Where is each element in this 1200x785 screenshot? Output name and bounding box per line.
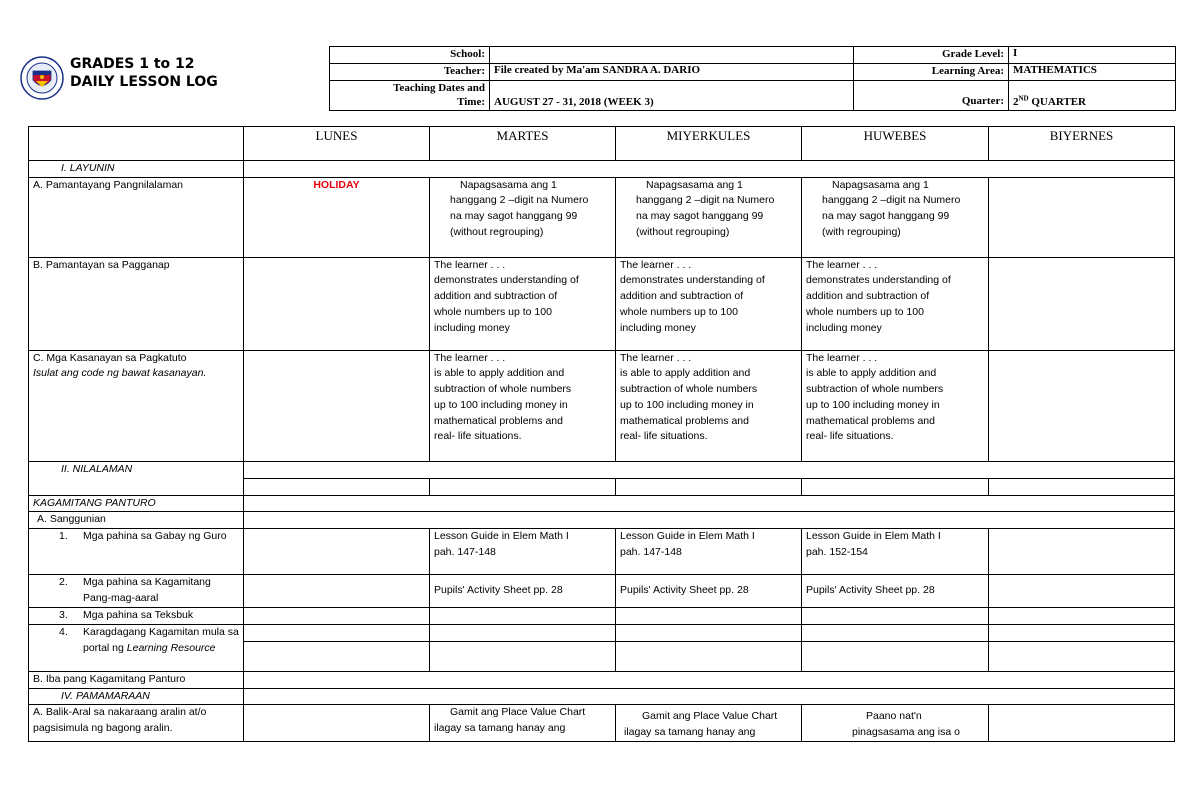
text-line: The learner . . . (434, 258, 506, 271)
row-balik-aral (29, 705, 1175, 741)
label-pamantayang-pangnilalaman: A. Pamantayang Pangnilalaman (29, 177, 244, 257)
cell-teks-lunes (244, 608, 430, 625)
text-line: Gamit ang Place Value Chart (450, 706, 586, 719)
quarter-suffix: ND (1018, 94, 1029, 103)
nilalaman-heading: II. NILALAMAN (29, 461, 244, 495)
deped-seal-logo (20, 47, 64, 109)
text-line: na may sagot hanggang 99 (822, 210, 950, 223)
text-line: addition and subtraction of (806, 290, 930, 303)
text-line: demonstrates understanding of (806, 274, 951, 287)
cell-kag-huwebes: Pupils' Activity Sheet pp. 28 (802, 575, 989, 608)
cell-teks-miyerkules (616, 608, 802, 625)
layunin-heading: I. LAYUNIN (29, 161, 244, 178)
label-iba-pang-kagamitan: B. Iba pang Kagamitang Panturo (29, 671, 244, 688)
cell-c-huwebes (802, 350, 989, 461)
label-gabay-guro (29, 529, 244, 575)
text-line: The learner . . . (434, 351, 506, 364)
learning-area-label: Learning Area: (854, 64, 1009, 81)
text-line: (with regrouping) (822, 225, 901, 238)
text-line: pah. 147-148 (434, 545, 496, 558)
teacher-value: File created by Ma'am SANDRA A. DARIO (490, 64, 854, 81)
day-miyerkules: MIYERKULES (616, 127, 802, 161)
pamamaraan-span (244, 688, 1175, 705)
text-line: is able to apply addition and (620, 367, 751, 380)
gabay-text: Mga pahina sa Gabay ng Guro (83, 530, 227, 543)
text-line: including money (620, 321, 696, 334)
kasanayan-title: C. Mga Kasanayan sa Pagkatuto (33, 351, 187, 364)
sanggunian-row (29, 512, 1175, 529)
holiday-marker: HOLIDAY (244, 177, 430, 257)
label-kasanayan (29, 350, 244, 461)
cell-karag1-huwebes (802, 624, 989, 641)
text-line: is able to apply addition and (806, 367, 937, 380)
row-pamantayan-pagganap (29, 257, 1175, 350)
text-line: mathematical problems and (806, 414, 935, 427)
title-line2: DAILY LESSON LOG (70, 74, 218, 90)
text-line: addition and subtraction of (434, 290, 558, 303)
text-line: The learner . . . (620, 258, 692, 271)
school-label: School: (330, 47, 490, 64)
layunin-span (244, 161, 1175, 178)
cell-teks-huwebes (802, 608, 989, 625)
cell-karag1-biyernes (989, 624, 1175, 641)
cell-balik-lunes (244, 705, 430, 741)
day-lunes: LUNES (244, 127, 430, 161)
text-line: Napagsasama ang 1 (832, 178, 929, 191)
text-line: The learner . . . (806, 351, 878, 364)
nilalaman-span (244, 461, 1175, 478)
label-kagamitang-mag-aaral (29, 575, 244, 608)
text-line: hanggang 2 –digit na Numero (450, 194, 589, 207)
text-line: Lesson Guide in Elem Math I (806, 530, 941, 543)
kasanayan-subtitle: Isulat ang code ng bawat kasanayan. (33, 367, 207, 380)
learning-area-value: MATHEMATICS (1009, 64, 1176, 81)
cell-nil-huwebes (802, 478, 989, 495)
cell-c-martes (430, 350, 616, 461)
text-line: Lesson Guide in Elem Math I (620, 530, 755, 543)
text-line: The learner . . . (806, 258, 878, 271)
iba-span (244, 671, 1175, 688)
text-line: subtraction of whole numbers (434, 383, 572, 396)
cell-karag2-huwebes (802, 641, 989, 671)
sanggunian-span (244, 512, 1175, 529)
cell-a-biyernes (989, 177, 1175, 257)
cell-karag1-lunes (244, 624, 430, 641)
corner-cell (29, 127, 244, 161)
text-line: Gamit ang Place Value Chart (642, 710, 778, 723)
kagamitan-row (29, 495, 1175, 512)
header-info-table (329, 46, 1176, 111)
text-line: hanggang 2 –digit na Numero (822, 194, 961, 207)
kagamitan-span (244, 495, 1175, 512)
cell-karag1-martes (430, 624, 616, 641)
text-line: whole numbers up to 100 (806, 305, 924, 318)
cell-nil-miyerkules (616, 478, 802, 495)
text-line: Napagsasama ang 1 (646, 178, 743, 191)
cell-kag-lunes (244, 575, 430, 608)
quarter-value (1009, 81, 1176, 111)
label-balik-aral: A. Balik-Aral sa nakaraang aralin at/o pagsisimula ng bagong aralin. (29, 705, 244, 741)
cell-c-biyernes (989, 350, 1175, 461)
item-number: 4. (59, 625, 68, 638)
dates-value: AUGUST 27 - 31, 2018 (WEEK 3) (490, 81, 854, 111)
cell-a-martes (430, 177, 616, 257)
cell-b-miyerkules (616, 257, 802, 350)
kagamitan-heading: KAGAMITANG PANTURO (29, 495, 244, 512)
row-karagdagang-1 (29, 624, 1175, 641)
row-kasanayan (29, 350, 1175, 461)
cell-a-huwebes (802, 177, 989, 257)
cell-gabay-lunes (244, 529, 430, 575)
text-line: Paano nat'n (866, 710, 922, 723)
row-teksbuk (29, 608, 1175, 625)
dates-label-line1: Teaching Dates and (393, 82, 485, 94)
cell-b-martes (430, 257, 616, 350)
item-number: 1. (59, 530, 68, 543)
label-karagdagang (29, 624, 244, 671)
cell-balik-miyerkules (616, 705, 802, 741)
teks-text: Mga pahina sa Teksbuk (83, 609, 194, 622)
quarter-word: QUARTER (1028, 96, 1086, 108)
grade-level-value: I (1009, 47, 1176, 64)
text-line: demonstrates understanding of (620, 274, 765, 287)
text-line: subtraction of whole numbers (806, 383, 944, 396)
layunin-row (29, 161, 1175, 178)
cell-nil-martes (430, 478, 616, 495)
row-pamantayang-pangnilalaman (29, 177, 1175, 257)
cell-karag2-miyerkules (616, 641, 802, 671)
text-line: whole numbers up to 100 (434, 305, 552, 318)
row-iba-pang-kagamitan (29, 671, 1175, 688)
item-number: 3. (59, 609, 68, 622)
title-line1: GRADES 1 to 12 (70, 56, 195, 72)
pamamaraan-row (29, 688, 1175, 705)
cell-gabay-biyernes (989, 529, 1175, 575)
cell-kag-biyernes (989, 575, 1175, 608)
text-line: na may sagot hanggang 99 (450, 210, 578, 223)
text-line: Napagsasama ang 1 (460, 178, 557, 191)
dates-label (330, 81, 490, 111)
day-huwebes: HUWEBES (802, 127, 989, 161)
text-line: real- life situations. (434, 430, 522, 443)
row-kagamitang-mag-aaral (29, 575, 1175, 608)
cell-teks-biyernes (989, 608, 1175, 625)
text-line: na may sagot hanggang 99 (636, 210, 764, 223)
lesson-log-table (28, 126, 1175, 742)
text-line: up to 100 including money in (806, 398, 940, 411)
cell-kag-miyerkules: Pupils' Activity Sheet pp. 28 (616, 575, 802, 608)
cell-teks-martes (430, 608, 616, 625)
text-line: whole numbers up to 100 (620, 305, 738, 318)
day-header-row (29, 127, 1175, 161)
item-number: 2. (59, 576, 68, 589)
cell-b-biyernes (989, 257, 1175, 350)
text-line: is able to apply addition and (434, 367, 565, 380)
quarter-label: Quarter: (854, 81, 1009, 111)
cell-karag2-lunes (244, 641, 430, 671)
cell-c-miyerkules (616, 350, 802, 461)
cell-gabay-huwebes (802, 529, 989, 575)
label-teksbuk (29, 608, 244, 625)
cell-karag2-biyernes (989, 641, 1175, 671)
cell-b-huwebes (802, 257, 989, 350)
school-value (490, 47, 854, 64)
quarter-number: 2 (1013, 96, 1019, 108)
cell-b-lunes (244, 257, 430, 350)
text-line: including money (434, 321, 510, 334)
cell-gabay-miyerkules (616, 529, 802, 575)
text-line: (without regrouping) (450, 225, 544, 238)
text-line: pah. 152-154 (806, 545, 868, 558)
text-line: pah. 147-148 (620, 545, 682, 558)
teacher-label: Teacher: (330, 64, 490, 81)
karag-text: Karagdagang Kagamitan mula sa portal ng (83, 625, 239, 654)
text-line: ilagay sa tamang hanay ang (434, 721, 566, 734)
cell-karag2-martes (430, 641, 616, 671)
text-line: demonstrates understanding of (434, 274, 579, 287)
day-martes: MARTES (430, 127, 616, 161)
pamamaraan-heading: IV. PAMAMARAAN (29, 688, 244, 705)
cell-balik-martes (430, 705, 616, 741)
dates-label-line2: Time: (457, 96, 485, 108)
cell-balik-biyernes (989, 705, 1175, 741)
text-line: subtraction of whole numbers (620, 383, 758, 396)
cell-kag-martes: Pupils' Activity Sheet pp. 28 (430, 575, 616, 608)
nilalaman-row (29, 461, 1175, 478)
cell-balik-huwebes (802, 705, 989, 741)
karag-italic: Learning Resource (126, 641, 216, 654)
text-line: real- life situations. (806, 430, 894, 443)
text-line: addition and subtraction of (620, 290, 744, 303)
day-biyernes: BIYERNES (989, 127, 1175, 161)
kag-text: Mga pahina sa Kagamitang Pang-mag-aaral (83, 576, 211, 604)
text-line: up to 100 including money in (620, 398, 754, 411)
text-line: real- life situations. (620, 430, 708, 443)
sanggunian-heading: A. Sanggunian (29, 512, 244, 529)
text-line: ilagay sa tamang hanay ang (624, 725, 756, 738)
text-line: hanggang 2 –digit na Numero (636, 194, 775, 207)
text-line: (without regrouping) (636, 225, 730, 238)
form-title (70, 55, 218, 91)
text-line: pinagsasama ang isa o (852, 725, 960, 738)
cell-gabay-martes (430, 529, 616, 575)
text-line: mathematical problems and (434, 414, 563, 427)
grade-level-label: Grade Level: (854, 47, 1009, 64)
text-line: The learner . . . (620, 351, 692, 364)
cell-nil-biyernes (989, 478, 1175, 495)
text-line: including money (806, 321, 882, 334)
label-pamantayan-pagganap: B. Pamantayan sa Pagganap (29, 257, 244, 350)
text-line: Lesson Guide in Elem Math I (434, 530, 569, 543)
text-line: mathematical problems and (620, 414, 749, 427)
cell-c-lunes (244, 350, 430, 461)
cell-a-miyerkules (616, 177, 802, 257)
row-gabay-guro (29, 529, 1175, 575)
text-line: up to 100 including money in (434, 398, 568, 411)
cell-karag1-miyerkules (616, 624, 802, 641)
cell-nil-lunes (244, 478, 430, 495)
